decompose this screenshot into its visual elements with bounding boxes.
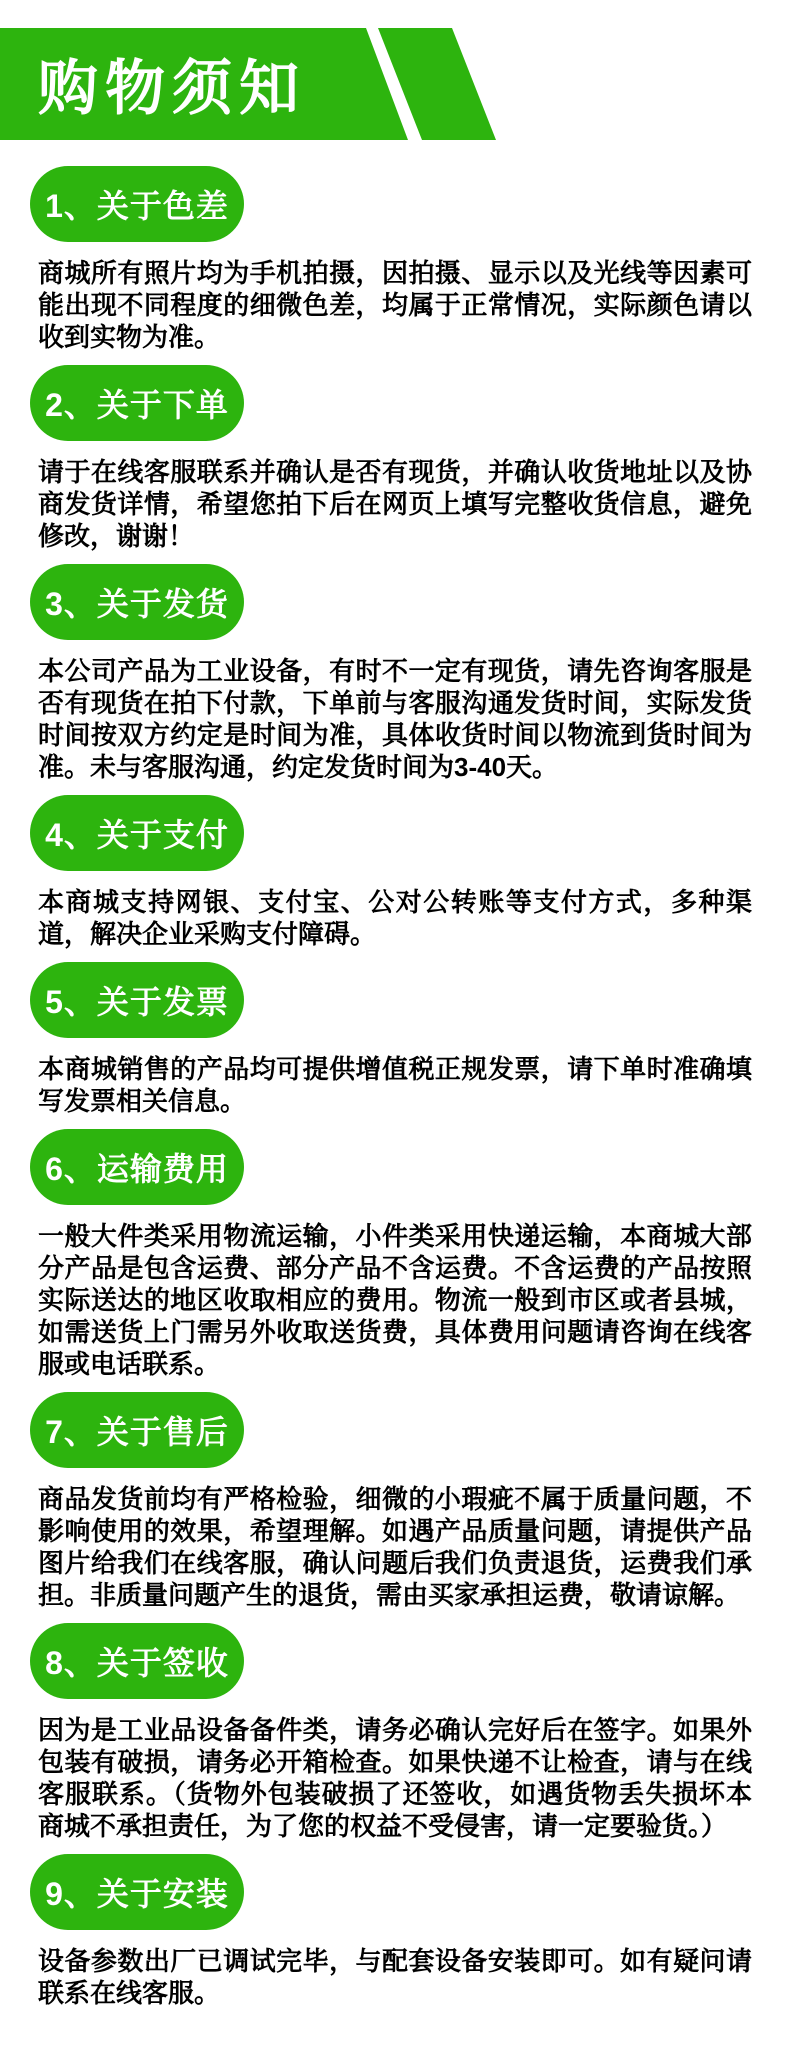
notice-section bbox=[0, 365, 790, 552]
notice-section bbox=[0, 564, 790, 783]
section-badge-8: 8、关于签收 bbox=[30, 1623, 244, 1699]
section-body-text: 一般大件类采用物流运输，小件类采用快递运输，本商城大部分产品是包含运费、部分产品不含运费。不含运费的产品按照实际送达的地区收取相应的费用。物流一般到市区或者县城，如需送货上门需另外收取送货费，具体费用问题请咨询在线客服或电话联系。 bbox=[38, 1221, 752, 1379]
notice-section bbox=[0, 795, 790, 950]
section-badge-1: 1、关于色差 bbox=[30, 166, 244, 242]
section-body-text: 因为是工业品设备备件类，请务必确认完好后在签字。如果外包装有破损，请务必开箱检查。如果快递不让检查，请与在线客服联系。（货物外包装破损了还签收，如遇货物丢失损坏本商城不承担责任，为了您的权益不受侵害，请一定要验货。） bbox=[38, 1715, 752, 1841]
section-badge-5: 5、关于发票 bbox=[30, 962, 244, 1038]
sections bbox=[0, 166, 790, 2049]
section-badge-6: 6、运输费用 bbox=[30, 1129, 244, 1205]
section-body-text: 商品发货前均有严格检验，细微的小瑕疵不属于质量问题，不影响使用的效果，希望理解。如遇产品质量问题，请提供产品图片给我们在线客服，确认问题后我们负责退货，运费我们承担。非质量问题产生的退货，需由买家承担运费，敬请谅解。 bbox=[38, 1484, 752, 1610]
section-body-text: 本商城支持网银、支付宝、公对公转账等支付方式，多种渠道，解决企业采购支付障碍。 bbox=[38, 887, 752, 949]
section-body-text: 本商城销售的产品均可提供增值税正规发票，请下单时准确填写发票相关信息。 bbox=[38, 1054, 752, 1116]
section-body-text: 设备参数出厂已调试完毕，与配套设备安装即可。如有疑问请联系在线客服。 bbox=[38, 1946, 752, 2008]
section-body-text: 商城所有照片均为手机拍摄，因拍摄、显示以及光线等因素可能出现不同程度的细微色差，均属于正常情况，实际颜色请以收到实物为准。 bbox=[38, 258, 752, 352]
notice-section bbox=[0, 962, 790, 1117]
section-badge-9: 9、关于安装 bbox=[30, 1854, 244, 1930]
page-title: 购物须知 bbox=[38, 56, 306, 122]
notice-section bbox=[0, 1129, 790, 1380]
section-badge-7: 7、关于售后 bbox=[30, 1392, 244, 1468]
notice-section bbox=[0, 166, 790, 353]
section-body-text: 请于在线客服联系并确认是否有现货，并确认收货地址以及协商发货详情，希望您拍下后在网页上填写完整收货信息，避免修改，谢谢！ bbox=[38, 457, 752, 551]
header-banner bbox=[0, 28, 790, 140]
section-badge-3: 3、关于发货 bbox=[30, 564, 244, 640]
section-body-text: 本公司产品为工业设备，有时不一定有现货，请先咨询客服是否有现货在拍下付款，下单前与客服沟通发货时间，实际发货时间按双方约定是时间为准，具体收货时间以物流到货时间为准。未与客服沟通，约定发货时间为3-40天。 bbox=[38, 656, 752, 782]
notice-section bbox=[0, 1854, 790, 2009]
section-badge-2: 2、关于下单 bbox=[30, 365, 244, 441]
notice-section bbox=[0, 1392, 790, 1611]
notice-section bbox=[0, 1623, 790, 1842]
section-badge-4: 4、关于支付 bbox=[30, 795, 244, 871]
